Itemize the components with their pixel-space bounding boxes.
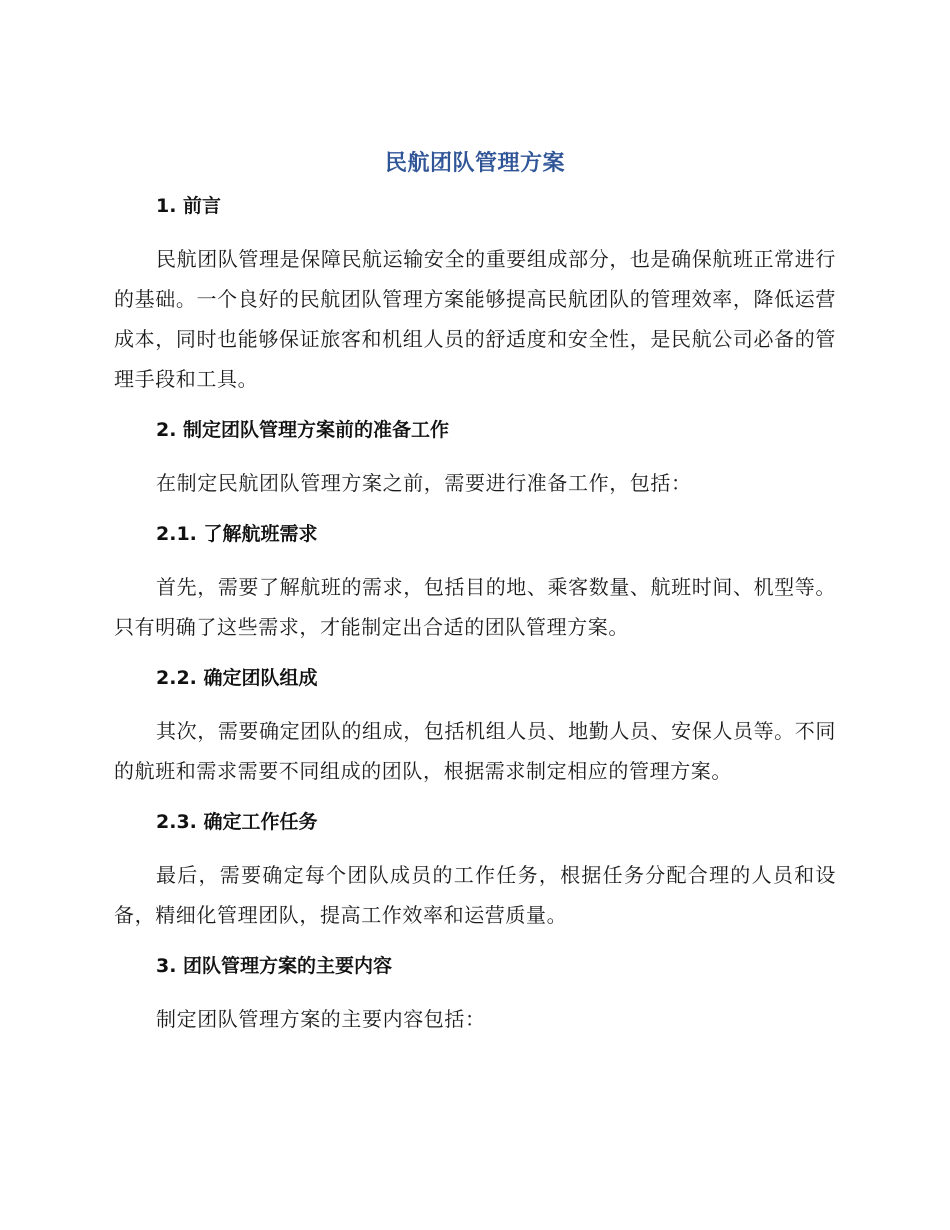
section-flight-needs	[114, 519, 836, 647]
section-heading: 2. 制定团队管理方案前的准备工作	[156, 419, 450, 441]
section-preparation	[114, 415, 836, 503]
section-paragraph: 民航团队管理是保障民航运输安全的重要组成部分，也是确保航班正常进行的基础。一个良好的民航团队管理方案能够提高民航团队的管理效率，降低运营成本，同时也能够保证旅客和机组人员的舒适度和安全性，是民航公司必备的管理手段和工具。	[114, 247, 836, 391]
section-paragraph: 最后，需要确定每个团队成员的工作任务，根据任务分配合理的人员和设备，精细化管理团队，提高工作效率和运营质量。	[114, 863, 836, 927]
section-paragraph: 首先，需要了解航班的需求，包括目的地、乘客数量、航班时间、机型等。只有明确了这些需求，才能制定出合适的团队管理方案。	[114, 575, 836, 639]
section-team-composition	[114, 663, 836, 791]
section-paragraph: 其次，需要确定团队的组成，包括机组人员、地勤人员、安保人员等。不同的航班和需求需要不同组成的团队，根据需求制定相应的管理方案。	[114, 719, 836, 783]
section-heading: 2.3. 确定工作任务	[156, 811, 318, 833]
section-paragraph: 制定团队管理方案的主要内容包括：	[156, 1007, 486, 1031]
section-heading: 2.1. 了解航班需求	[156, 523, 318, 545]
document-title: 民航团队管理方案	[384, 151, 565, 176]
section-heading: 1. 前言	[156, 195, 222, 217]
section-heading: 3. 团队管理方案的主要内容	[156, 955, 393, 977]
section-main-content	[114, 951, 836, 1039]
section-work-tasks	[114, 807, 836, 935]
section-preface	[114, 191, 836, 399]
section-paragraph: 在制定民航团队管理方案之前，需要进行准备工作，包括：	[156, 471, 692, 495]
section-heading: 2.2. 确定团队组成	[156, 667, 318, 689]
